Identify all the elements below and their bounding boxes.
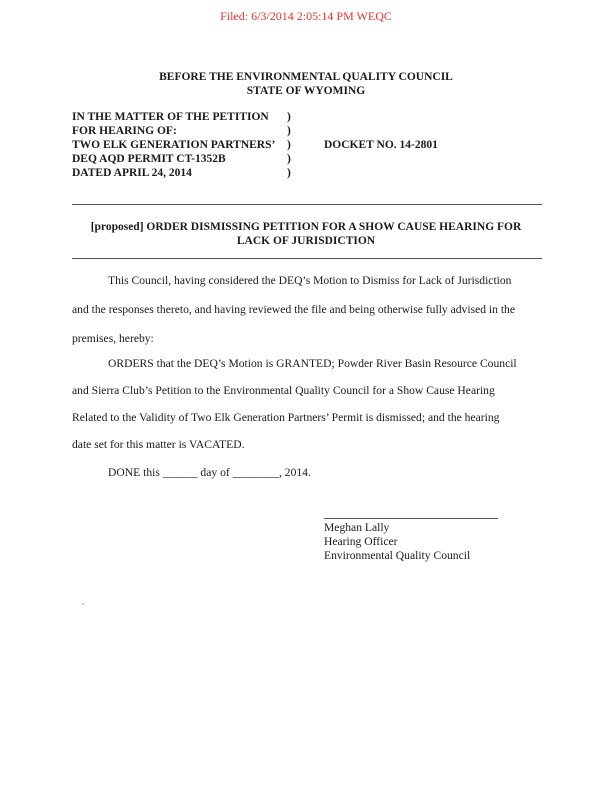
filing-stamp: Filed: 6/3/2014 2:05:14 PM WEQC [220,9,392,23]
para2-line3: Related to the Validity of Two Elk Generation Partners’ Permit is dismissed; and the hearing [72,411,500,424]
para1-line2: and the responses thereto, and having reviewed the file and being otherwise fully advised in the [72,303,516,316]
docket-number: DOCKET NO. 14-2801 [324,139,438,151]
caption-paren: ) [287,167,291,179]
divider-bottom [72,258,542,259]
caption-line: DEQ AQD PERMIT CT-1352B [72,153,226,165]
caption-line: TWO ELK GENERATION PARTNERS’ [72,139,276,151]
para2-line2: and Sierra Club’s Petition to the Environmental Quality Council for a Show Cause Hearing [72,384,495,397]
caption-line: FOR HEARING OF: [72,125,177,137]
court-state: STATE OF WYOMING [246,85,366,97]
court-heading [0,70,612,98]
scan-speck [82,603,84,605]
signatory-title: Hearing Officer [324,535,398,548]
done-line: DONE this ______ day of ________, 2014. [108,466,311,479]
caption-line: IN THE MATTER OF THE PETITION [72,111,269,123]
caption-paren: ) [287,111,291,123]
caption-line: DATED APRIL 24, 2014 [72,167,192,179]
order-title [0,220,612,248]
court-name: BEFORE THE ENVIRONMENTAL QUALITY COUNCIL [159,71,453,83]
order-title-line2: LACK OF JURISDICTION [236,235,376,247]
para2-line1: ORDERS that the DEQ’s Motion is GRANTED; Powder River Basin Resource Council [108,357,517,370]
signature-line [324,518,498,519]
para1-line3: premises, hereby: [72,332,154,345]
para1-line1: This Council, having considered the DEQ’s Motion to Dismiss for Lack of Jurisdiction [108,274,512,287]
caption-paren: ) [287,139,291,151]
para2-line4: date set for this matter is VACATED. [72,438,245,451]
order-title-line1: [proposed] ORDER DISMISSING PETITION FOR A SHOW CAUSE HEARING FOR [90,221,522,233]
caption-paren: ) [287,153,291,165]
signatory-name: Meghan Lally [324,521,390,534]
caption-paren: ) [287,125,291,137]
signatory-org: Environmental Quality Council [324,549,471,562]
divider-top [72,204,542,205]
